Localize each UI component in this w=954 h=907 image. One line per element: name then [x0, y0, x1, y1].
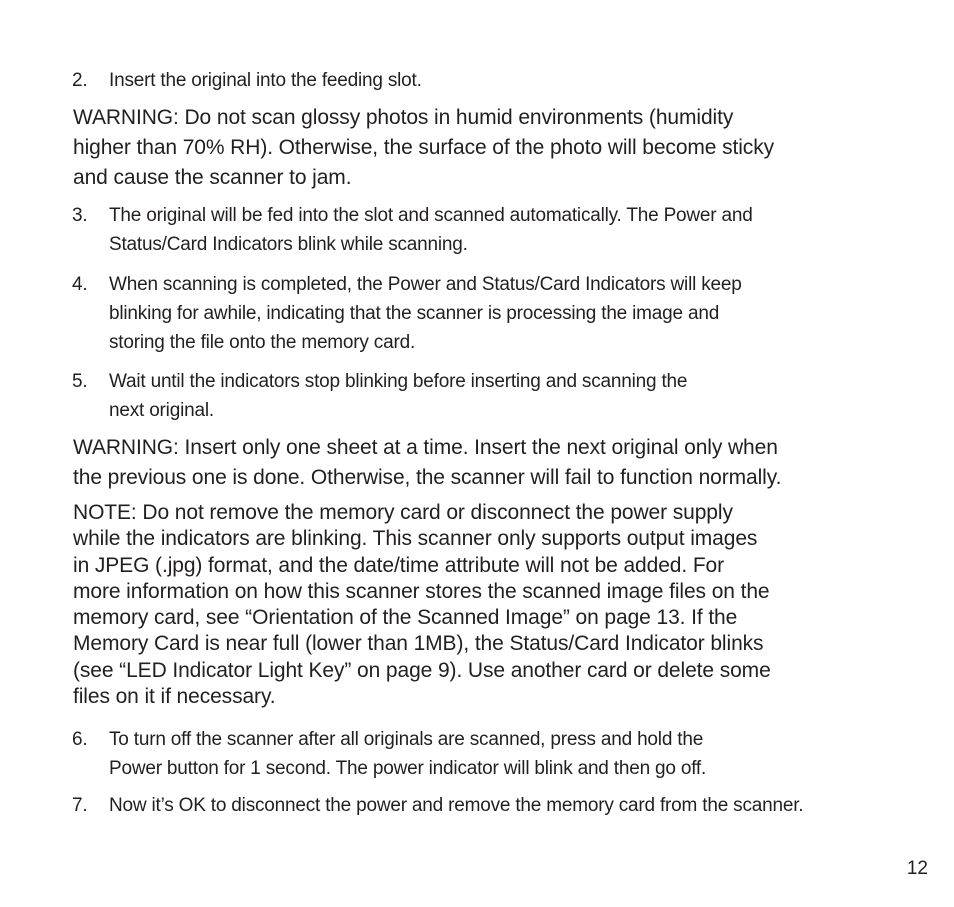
warning-humidity	[73, 103, 774, 193]
step-text-line: Now it’s OK to disconnect the power and remove the memory card from the scanner.	[109, 795, 804, 816]
note-line: Memory Card is near full (lower than 1MB), the Status/Card Indicator blinks	[73, 632, 764, 656]
step-text-line: Power button for 1 second. The power indicator will blink and then go off.	[109, 758, 707, 779]
warning-line: the previous one is done. Otherwise, the scanner will fail to function normally.	[73, 466, 782, 489]
step-text-line: Status/Card Indicators blink while scanning.	[109, 234, 468, 255]
step-number: 5.	[72, 371, 88, 392]
warning-line: and cause the scanner to jam.	[73, 166, 352, 189]
step-number: 4.	[72, 274, 88, 295]
note-line: while the indicators are blinking. This scanner only supports output images	[73, 527, 758, 551]
step-text	[109, 270, 742, 357]
note-line: NOTE: Do not remove the memory card or disconnect the power supply	[73, 501, 733, 524]
note-line: more information on how this scanner stores the scanned image files on the	[73, 579, 770, 603]
step-number: 7.	[72, 795, 88, 816]
note-line: in JPEG (.jpg) format, and the date/time attribute will not be added. For	[73, 553, 725, 577]
step-number: 6.	[72, 729, 88, 750]
warning-line: WARNING: Insert only one sheet at a time. Insert the next original only when	[73, 436, 778, 459]
step-text-line: The original will be fed into the slot and scanned automatically. The Power and	[109, 205, 753, 226]
step-number: 3.	[72, 205, 88, 226]
step-text-line: Wait until the indicators stop blinking before inserting and scanning the	[109, 371, 688, 392]
step-text	[109, 725, 706, 783]
step-text-line: storing the file onto the memory card.	[109, 332, 416, 353]
step-text-line: next original.	[109, 400, 214, 421]
warning-line: WARNING: Do not scan glossy photos in humid environments (humidity	[73, 106, 734, 129]
note-line: (see “LED Indicator Light Key” on page 9). Use another card or delete some	[73, 658, 771, 682]
page-number: 12	[906, 858, 928, 879]
step-text-line: blinking for awhile, indicating that the scanner is processing the image and	[109, 303, 720, 324]
step-text	[109, 66, 422, 95]
step-text	[109, 201, 753, 259]
step-text-line: To turn off the scanner after all originals are scanned, press and hold the	[109, 729, 704, 750]
note-line: memory card, see “Orientation of the Scanned Image” on page 13. If the	[73, 606, 738, 630]
step-text-line: When scanning is completed, the Power and Status/Card Indicators will keep	[109, 274, 742, 295]
step-text-line: Insert the original into the feeding slot.	[109, 70, 422, 91]
step-text	[109, 367, 687, 425]
step-text	[109, 791, 803, 820]
note-memory-card	[73, 500, 771, 710]
step-number: 2.	[72, 70, 88, 91]
warning-one-sheet	[73, 433, 781, 493]
warning-line: higher than 70% RH). Otherwise, the surface of the photo will become sticky	[73, 136, 775, 159]
note-line: files on it if necessary.	[73, 685, 276, 709]
